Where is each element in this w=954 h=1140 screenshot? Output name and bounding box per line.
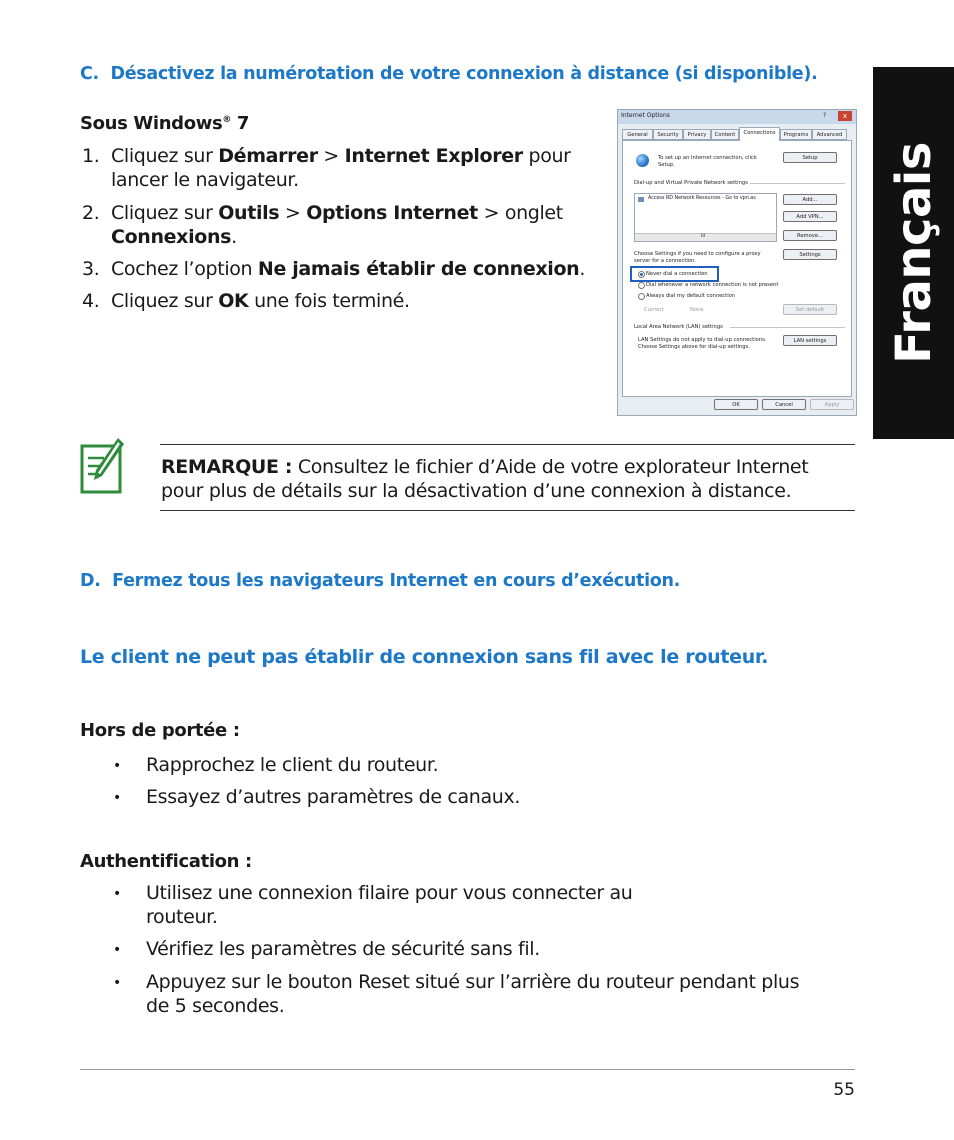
tab-security[interactable]: Security <box>653 129 683 140</box>
setup-button[interactable]: Setup <box>783 152 837 163</box>
horizontal-scrollbar[interactable] <box>635 233 776 241</box>
page-number: 55 <box>833 1080 855 1100</box>
apply-button[interactable]: Apply <box>810 399 854 410</box>
list-item: Appuyez sur le bouton Reset situé sur l’arrière du routeur pendant plus <box>146 971 800 993</box>
step-text: Cochez l’option <box>111 258 258 280</box>
radio-dial-whenever[interactable] <box>638 282 645 289</box>
bullet-icon: • <box>113 790 122 806</box>
os-name: Sous Windows <box>80 113 223 134</box>
range-title: Hors de portée : <box>80 720 240 741</box>
step-text: > <box>317 145 345 167</box>
close-icon[interactable]: x <box>838 111 852 121</box>
list-item-continued: routeur. <box>146 906 218 928</box>
note-top-rule <box>160 444 855 445</box>
step-text: . <box>579 258 586 280</box>
troubleshoot-heading: Le client ne peut pas établir de connexion sans fil avec le routeur. <box>80 646 769 668</box>
divider <box>730 327 845 328</box>
section-title: Fermez tous les navigateurs Internet en cours d’exécution. <box>112 571 681 591</box>
section-c-heading <box>80 64 817 84</box>
add-button[interactable]: Add... <box>783 194 837 205</box>
step-text: Cliquez sur <box>111 145 219 167</box>
cancel-button[interactable]: Cancel <box>762 399 806 410</box>
globe-icon <box>636 154 649 167</box>
note-text <box>161 455 808 479</box>
ok-button[interactable]: OK <box>714 399 758 410</box>
bullet-icon: • <box>113 886 122 902</box>
step-text: Cliquez sur <box>111 290 219 312</box>
scroll-thumb-grip[interactable]: III <box>701 234 705 239</box>
step-number: 4. <box>82 290 100 312</box>
step-bold: Démarrer <box>218 145 318 167</box>
section-letter: C. <box>80 64 99 84</box>
radio-always-dial[interactable] <box>638 293 645 300</box>
list-item[interactable]: Access RD Network Resources - Go to vpn.as <box>648 196 756 201</box>
list-item: Utilisez une connexion filaire pour vous connecter au <box>146 882 633 904</box>
bullet-icon: • <box>113 758 122 774</box>
step-number: 2. <box>82 202 100 224</box>
radio-label: Never dial a connection <box>646 271 708 277</box>
step-bold: Outils <box>218 202 280 224</box>
step-1-line1 <box>111 144 571 168</box>
step-text: Cliquez sur <box>111 202 219 224</box>
language-label: Français <box>885 142 942 364</box>
os-title <box>80 108 249 136</box>
lan-settings-button[interactable]: LAN settings <box>783 335 837 346</box>
step-text: > <box>279 202 307 224</box>
step-1-line2: lancer le navigateur. <box>111 169 299 191</box>
step-4 <box>111 289 410 313</box>
lan-group-label: Local Area Network (LAN) settings <box>634 324 723 330</box>
step-text: une fois terminé. <box>248 290 410 312</box>
tab-programs[interactable]: Programs <box>780 129 812 140</box>
bullet-icon: • <box>113 942 122 958</box>
auth-list <box>0 881 860 1021</box>
section-letter: D. <box>80 571 101 591</box>
step-number: 3. <box>82 258 100 280</box>
setup-text: To set up an Internet connection, click <box>658 155 757 161</box>
registered-mark: ® <box>222 115 232 125</box>
proxy-text: server for a connection. <box>634 258 696 264</box>
proxy-text: Choose Settings if you need to configure a proxy <box>634 251 761 257</box>
range-list <box>0 753 860 813</box>
section-title: Désactivez la numérotation de votre connexion à distance (si disponible). <box>110 64 818 84</box>
language-side-tab <box>873 67 954 439</box>
dialup-group-label: Dial-up and Virtual Private Network settings <box>634 180 748 186</box>
note-label: REMARQUE : <box>161 456 293 478</box>
list-item-continued: de 5 secondes. <box>146 995 285 1017</box>
lan-text: LAN Settings do not apply to dial-up connections. <box>638 337 767 343</box>
dialog-title: Internet Options <box>621 112 670 119</box>
footer-rule <box>80 1069 855 1070</box>
divider <box>750 183 845 184</box>
step-bold: Ne jamais établir de connexion <box>257 258 580 280</box>
step-bold: Options Internet <box>306 202 478 224</box>
current-value: None <box>690 307 704 313</box>
dialog-titlebar <box>618 110 856 124</box>
step-bold: Connexions <box>111 226 232 248</box>
tab-connections[interactable]: Connections <box>739 127 780 141</box>
step-3 <box>111 257 585 281</box>
remove-button[interactable]: Remove... <box>783 230 837 241</box>
step-2-line2 <box>111 225 237 249</box>
note-line: Consultez le fichier d’Aide de votre explorateur Internet <box>292 456 809 478</box>
tab-privacy[interactable]: Privacy <box>683 129 711 140</box>
tab-content[interactable]: Content <box>711 129 739 140</box>
step-text: > onglet <box>477 202 563 224</box>
step-bold: OK <box>218 290 249 312</box>
lan-text: Choose Settings above for dial-up settings. <box>638 344 750 350</box>
steps-list <box>0 144 610 314</box>
section-d-heading <box>80 571 680 591</box>
step-2-line1 <box>111 201 563 225</box>
tab-general[interactable]: General <box>622 129 653 140</box>
note-pencil-icon <box>78 436 126 494</box>
bullet-icon: • <box>113 975 122 991</box>
network-icon <box>638 197 644 202</box>
setup-text: Setup. <box>658 162 675 168</box>
list-item: Essayez d’autres paramètres de canaux. <box>146 786 521 808</box>
note-line: pour plus de détails sur la désactivation d’une connexion à distance. <box>161 480 792 502</box>
os-version: 7 <box>231 113 250 134</box>
add-vpn-button[interactable]: Add VPN... <box>783 211 837 222</box>
set-default-button[interactable]: Set default <box>783 304 837 315</box>
list-item: Vérifiez les paramètres de sécurité sans fil. <box>146 938 540 960</box>
step-text: . <box>231 226 237 248</box>
list-item: Rapprochez le client du routeur. <box>146 754 439 776</box>
auth-title: Authentification : <box>80 851 252 872</box>
connection-list[interactable] <box>634 193 777 242</box>
internet-options-dialog <box>617 109 857 416</box>
radio-label: Always dial my default connection <box>646 293 736 299</box>
step-number: 1. <box>82 145 100 167</box>
radio-label: Dial whenever a network connection is not present <box>646 282 779 288</box>
current-label: Current <box>644 307 664 313</box>
note-bottom-rule <box>160 510 855 511</box>
help-icon[interactable]: ? <box>823 112 827 119</box>
radio-never-dial[interactable] <box>638 271 645 278</box>
tab-advanced[interactable]: Advanced <box>812 129 847 140</box>
step-text: pour <box>522 145 571 167</box>
step-bold: Internet Explorer <box>344 145 523 167</box>
settings-button[interactable]: Settings <box>783 249 837 260</box>
